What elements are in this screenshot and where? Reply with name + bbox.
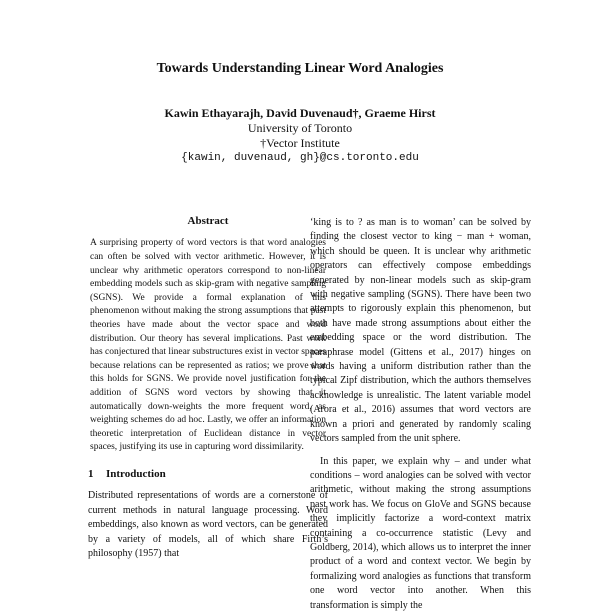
- right-paragraph-1: ‘king is to ? as man is to woman’ can be solved by finding the closest vector to king − man + woman, which should be queen. It is unclear why arithmetic operators can effectively compose embeddings generated by non-linear models such as skip-gram with negative sampling (SGNS). There have been two attempts to rigorously explain this phenomenon, but both have made strong assumptions about either the embedding space or the word distribution. The paraphrase model (Gittens et al., 2017) hinges on words having a uniform distribution rather than the typical Zipf distribution, which the authors themselves acknowledge is unrealistic. The latent variable model (Arora et al., 2016) assumes that word vectors are known a priori and generated by randomly scaling vectors sampled from the unit sphere.: [310, 217, 531, 445]
- author-email: {kawin, duvenaud, gh}@cs.toronto.edu: [181, 152, 419, 164]
- paper-title: Towards Understanding Linear Word Analogies: [156, 61, 444, 76]
- affiliation-institute: †Vector Institute: [260, 136, 340, 150]
- section-number: 1: [88, 467, 94, 480]
- author-names: Kawin Ethayarajh, David Duvenaud†, Graeme Hirst: [164, 106, 436, 120]
- section-heading-introduction: [88, 467, 328, 481]
- author-block: [0, 106, 600, 166]
- section-title: Introduction: [106, 467, 166, 480]
- abstract-heading: Abstract: [187, 215, 229, 227]
- right-column: [310, 216, 531, 613]
- introduction-text: Distributed representations of words are a cornerstone of current methods in natural language processing. Word embeddings, also known as word vectors, can be generated by a variety of models, all of which share Firth’s philosophy (1957) that: [88, 490, 328, 559]
- left-column: [88, 214, 328, 561]
- abstract-text: A surprising property of word vectors is that word analogies can often be solved with vector arithmetic. However, it is unclear why arithmetic operators correspond to non-linear embedding models such as skip-gram with negative sampling (SGNS). We provide a formal explanation of this phenomenon without making the strong assumptions that past theories have made about the vector space and word distribution. Our theory has several implications. Past work has conjectured that linear substructures exist in vector spaces because relations can be represented as ratios; we prove that this holds for SGNS. We provide novel justification for the addition of SGNS word vectors by showing that it automatically down-weights the more frequent word, as weighting schemes do ad hoc. Lastly, we offer an information theoretic interpretation of Euclidean distance in vector spaces, justifying its use in capturing word dissimilarity.: [90, 238, 326, 453]
- right-paragraph-2: In this paper, we explain why – and under what conditions – word analogies can be solved with vector arithmetic, without making the strong assumptions past work has. We focus on GloVe and SGNS because they implicitly factorize a word-context matrix containing a co-occurrence statistic (Levy and Goldberg, 2014), which allows us to interpret the inner product of a word and context vector. We begin by formalizing word analogies as functions that transform one word vector into another. When this transformation is simply the: [310, 455, 531, 611]
- affiliation-university: University of Toronto: [247, 121, 353, 135]
